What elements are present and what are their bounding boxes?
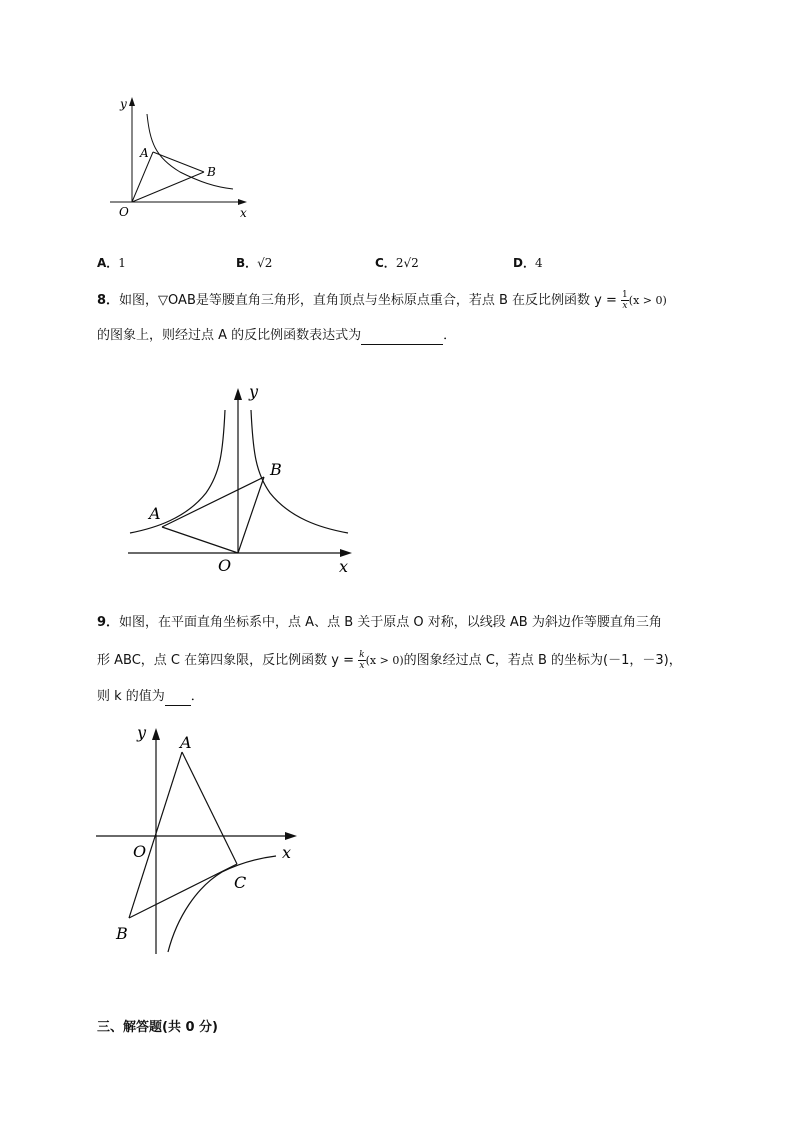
axis-label-x: x (282, 843, 292, 862)
answer-blank[interactable] (165, 691, 191, 706)
point-label-a: A (140, 146, 149, 160)
question-8-line-2: 的图象上，则经过点 A 的反比例函数表达式为 ． (97, 328, 457, 343)
option-a[interactable]: A．1 (97, 256, 126, 270)
option-d[interactable]: D．4 (513, 256, 543, 270)
option-c[interactable]: C．2√2 (375, 256, 419, 270)
question-8-line-1: 8．如图，▽OAB是等腰直角三角形，直角顶点与坐标原点重合，若点 B 在反比例函数 y = $\frac{1}{x}$ (x > 0) (97, 290, 667, 311)
axis-label-x: x (339, 557, 349, 576)
figure-q7 (95, 92, 255, 222)
question-number: 8． (97, 293, 120, 308)
question-number: 9． (97, 615, 120, 630)
point-label-a: A (149, 504, 161, 523)
point-label-c: C (234, 873, 247, 892)
question-9-line-3: 则 k 的值为 ． (97, 689, 204, 704)
axis-label-y: y (249, 382, 259, 401)
answer-blank[interactable] (361, 330, 443, 345)
point-label-b: B (207, 165, 216, 179)
point-label-b: B (270, 460, 282, 479)
question-text: 如图，▽OAB是等腰直角三角形，直角顶点与坐标原点重合，若点 B 在反比例函数 y = (119, 293, 617, 308)
question-9-line-1: 9．如图，在平面直角坐标系中，点 A、点 B 关于原点 O 对称，以线段 AB 为斜边作等腰直角三角 (97, 615, 662, 630)
axis-label-y: y (120, 97, 127, 111)
point-label-a: A (180, 733, 192, 752)
option-b[interactable]: B．√2 (236, 256, 273, 270)
question-9-line-2: 形 ABC，点 C 在第四象限，反比例函数 y = $\frac{k}{x}$ (x > 0)的图象经过点 C，若点 B 的坐标为(－1，－3)， (97, 650, 682, 671)
point-label-b: B (116, 924, 128, 943)
function-fraction: $\frac{k}{x}$ (359, 650, 365, 671)
figure-q8 (120, 378, 365, 578)
origin-label: O (133, 842, 147, 861)
figure-q9 (92, 722, 307, 960)
origin-label: O (119, 205, 129, 219)
axis-label-y: y (137, 723, 147, 742)
section-heading: 三、解答题(共 0 分) (97, 1020, 218, 1035)
axis-label-x: x (240, 206, 247, 220)
function-fraction: $\frac{1}{x}$ (622, 290, 628, 311)
origin-label: O (218, 556, 232, 575)
